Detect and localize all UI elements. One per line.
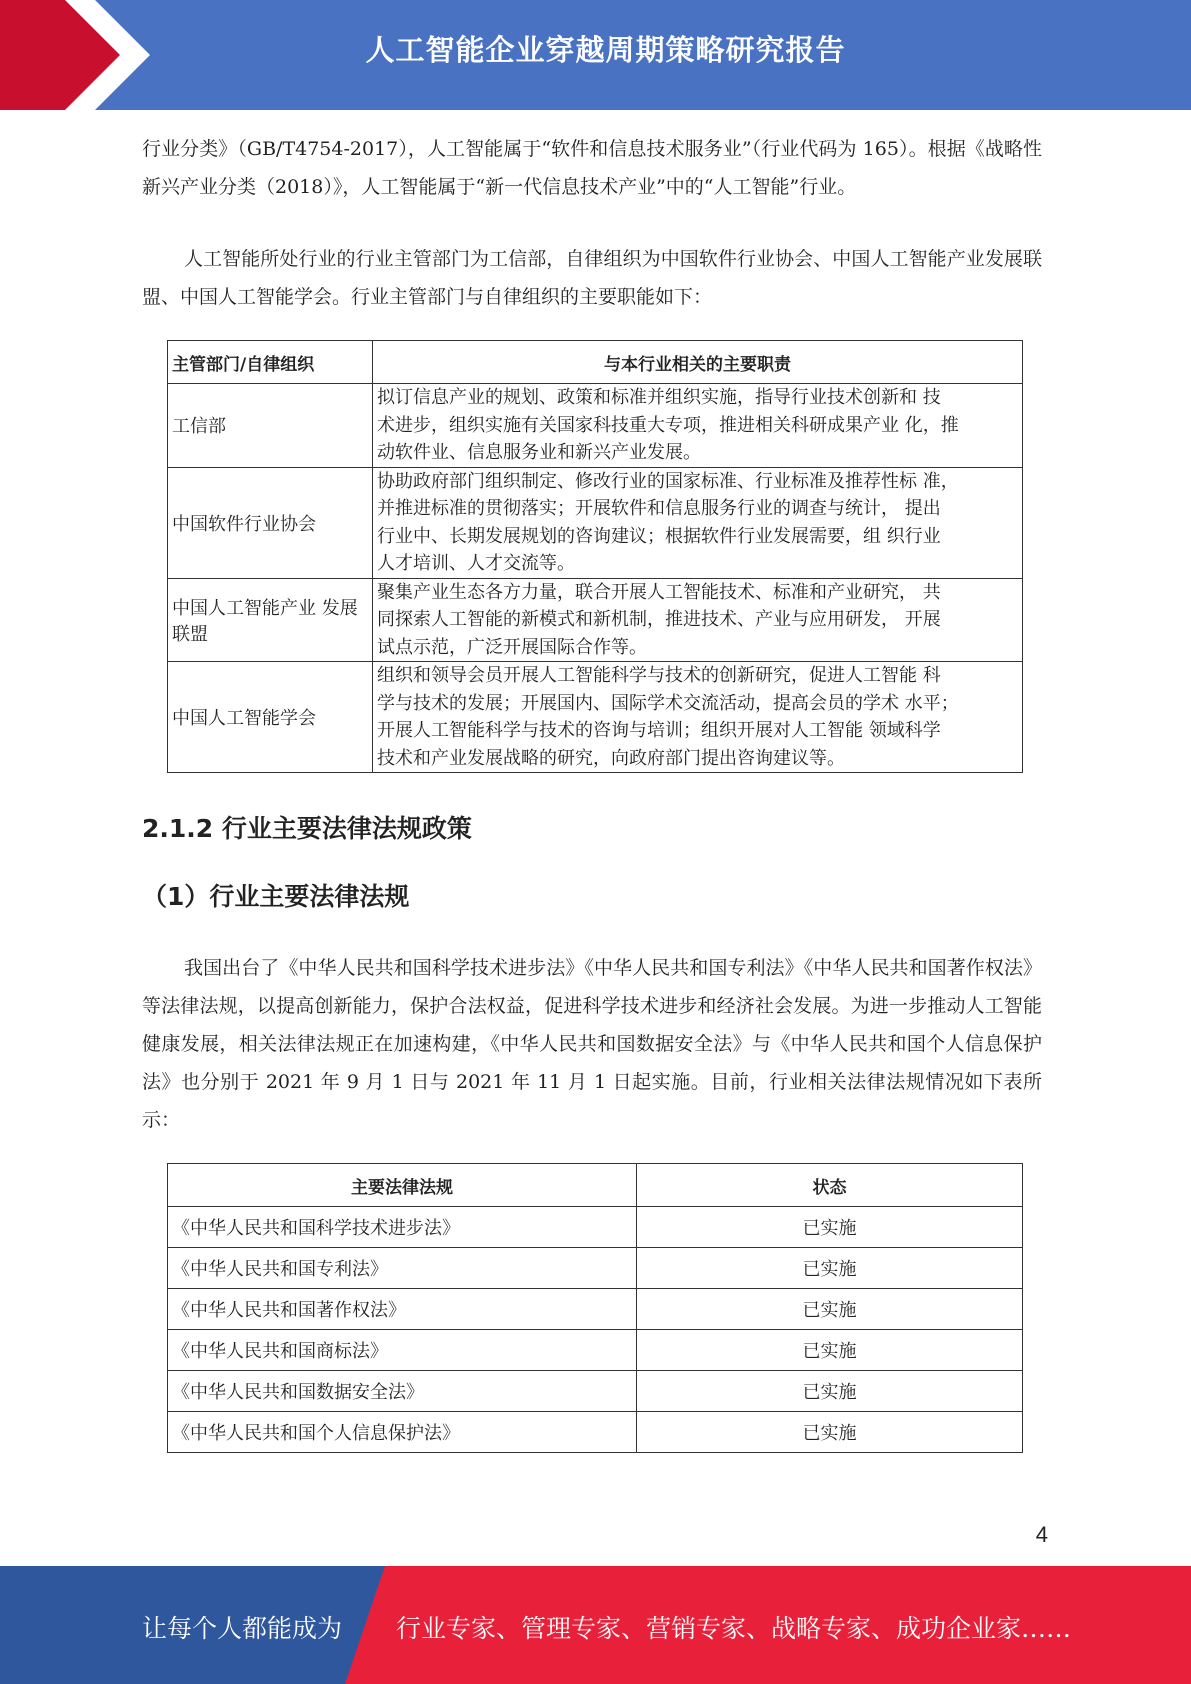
status-cell: 已实施 <box>637 1248 1023 1289</box>
table-row <box>168 1248 1023 1289</box>
duty-line: 协助政府部门组织制定、修改行业的国家标准、行业标准及推荐性标 准， <box>377 470 959 492</box>
document-body <box>142 130 1042 1453</box>
footer-slogan-right: 行业专家、管理专家、营销专家、战略专家、成功企业家…… <box>396 1614 1072 1643</box>
subsection-heading: （1）行业主要法律法规 <box>142 882 410 911</box>
table-row <box>168 1289 1023 1330</box>
column-header-duties: 与本行业相关的主要职责 <box>373 341 1023 384</box>
table-row <box>168 662 1023 773</box>
duty-line: 学与技术的发展；开展国内、国际学术交流活动，提高会员的学术 水平； <box>377 692 959 714</box>
page-number: 4 <box>1035 1522 1048 1547</box>
org-cell: 中国软件行业协会 <box>168 467 373 578</box>
law-cell: 《中华人民共和国著作权法》 <box>168 1289 637 1330</box>
law-cell: 《中华人民共和国专利法》 <box>168 1248 637 1289</box>
law-cell: 《中华人民共和国数据安全法》 <box>168 1371 637 1412</box>
column-header-status: 状态 <box>637 1164 1023 1207</box>
status-cell: 已实施 <box>637 1330 1023 1371</box>
duty-line: 技术和产业发展战略的研究，向政府部门提出咨询建议等。 <box>377 747 845 769</box>
column-header-law: 主要法律法规 <box>168 1164 637 1207</box>
status-cell: 已实施 <box>637 1371 1023 1412</box>
table-header-row <box>168 1164 1023 1207</box>
table-row <box>168 1330 1023 1371</box>
duty-line: 人才培训、人才交流等。 <box>377 553 575 574</box>
org-cell: 中国人工智能学会 <box>168 662 373 773</box>
table-row <box>168 1412 1023 1453</box>
duty-line: 拟订信息产业的规划、政策和标准并组织实施，指导行业技术创新和 技 <box>377 387 941 408</box>
footer-slogan-left: 让每个人都能成为 <box>142 1614 343 1643</box>
laws-table <box>167 1163 1023 1453</box>
table-header-row <box>168 341 1023 384</box>
table-row <box>168 384 1023 468</box>
status-cell: 已实施 <box>637 1412 1023 1453</box>
duty-line: 聚集产业生态各方力量，联合开展人工智能技术、标准和产业研究， 共 <box>377 581 941 603</box>
duty-cell <box>373 578 1023 662</box>
duty-line: 术进步，组织实施有关国家科技重大专项，推进相关科研成果产业 化，推 <box>377 414 959 436</box>
table-row <box>168 578 1023 662</box>
paragraph-regulators: 人工智能所处行业的行业主管部门为工信部，自律组织为中国软件行业协会、中国人工智能产业发展联盟、中国人工智能学会。行业主管部门与自律组织的主要职能如下： <box>142 248 1042 308</box>
status-cell: 已实施 <box>637 1289 1023 1330</box>
paragraph-laws: 我国出台了《中华人民共和国科学技术进步法》《中华人民共和国专利法》《中华人民共和国著作权法》等法律法规，以提高创新能力，保护合法权益，促进科学技术进步和经济社会发展。为进一步推动人工智能健康发展，相关法律法规正在加速构建，《中华人民共和国数据安全法》与《中华人民共和国个人信息保护法》也分别于 2021 年 9 月 1 日与 2021 年 11 月 1 日起实施。目前，行业相关法律法规情况如下表所示： <box>142 957 1042 1131</box>
duty-line: 并推进标准的贯彻落实；开展软件和信息服务行业的调查与统计， 提出 <box>377 498 941 519</box>
regulator-duties-table <box>167 340 1023 773</box>
duty-cell <box>373 467 1023 578</box>
duty-cell <box>373 384 1023 468</box>
duty-line: 动软件业、信息服务业和新兴产业发展。 <box>377 442 701 463</box>
section-heading: 2.1.2 行业主要法律法规政策 <box>142 814 472 843</box>
duty-line: 同探索人工智能的新模式和新机制，推进技术、产业与应用研发， 开展 <box>377 609 941 630</box>
org-cell: 中国人工智能产业 发展联盟 <box>168 578 373 662</box>
law-cell: 《中华人民共和国科学技术进步法》 <box>168 1207 637 1248</box>
duty-cell <box>373 662 1023 773</box>
table-row <box>168 467 1023 578</box>
report-title: 人工智能企业穿越周期策略研究报告 <box>365 33 846 67</box>
status-cell: 已实施 <box>637 1207 1023 1248</box>
org-cell: 工信部 <box>168 384 373 468</box>
duty-line: 试点示范，广泛开展国际合作等。 <box>377 636 647 658</box>
table-row <box>168 1207 1023 1248</box>
law-cell: 《中华人民共和国商标法》 <box>168 1330 637 1371</box>
duty-line: 组织和领导会员开展人工智能科学与技术的创新研究，促进人工智能 科 <box>377 665 941 686</box>
duty-line: 开展人工智能科学与技术的咨询与培训；组织开展对人工智能 领域科学 <box>377 720 941 741</box>
table-row <box>168 1371 1023 1412</box>
paragraph-industry-classification: 行业分类》（GB/T4754-2017），人工智能属于“软件和信息技术服务业”（行业代码为 165）。根据《战略性新兴产业分类（2018）》，人工智能属于“新一代信息技术产业”中的“人工智能”行业。 <box>142 138 1042 198</box>
law-cell: 《中华人民共和国个人信息保护法》 <box>168 1412 637 1453</box>
duty-line: 行业中、长期发展规划的咨询建议；根据软件行业发展需要，组 织行业 <box>377 525 941 547</box>
column-header-org: 主管部门/自律组织 <box>168 341 373 384</box>
